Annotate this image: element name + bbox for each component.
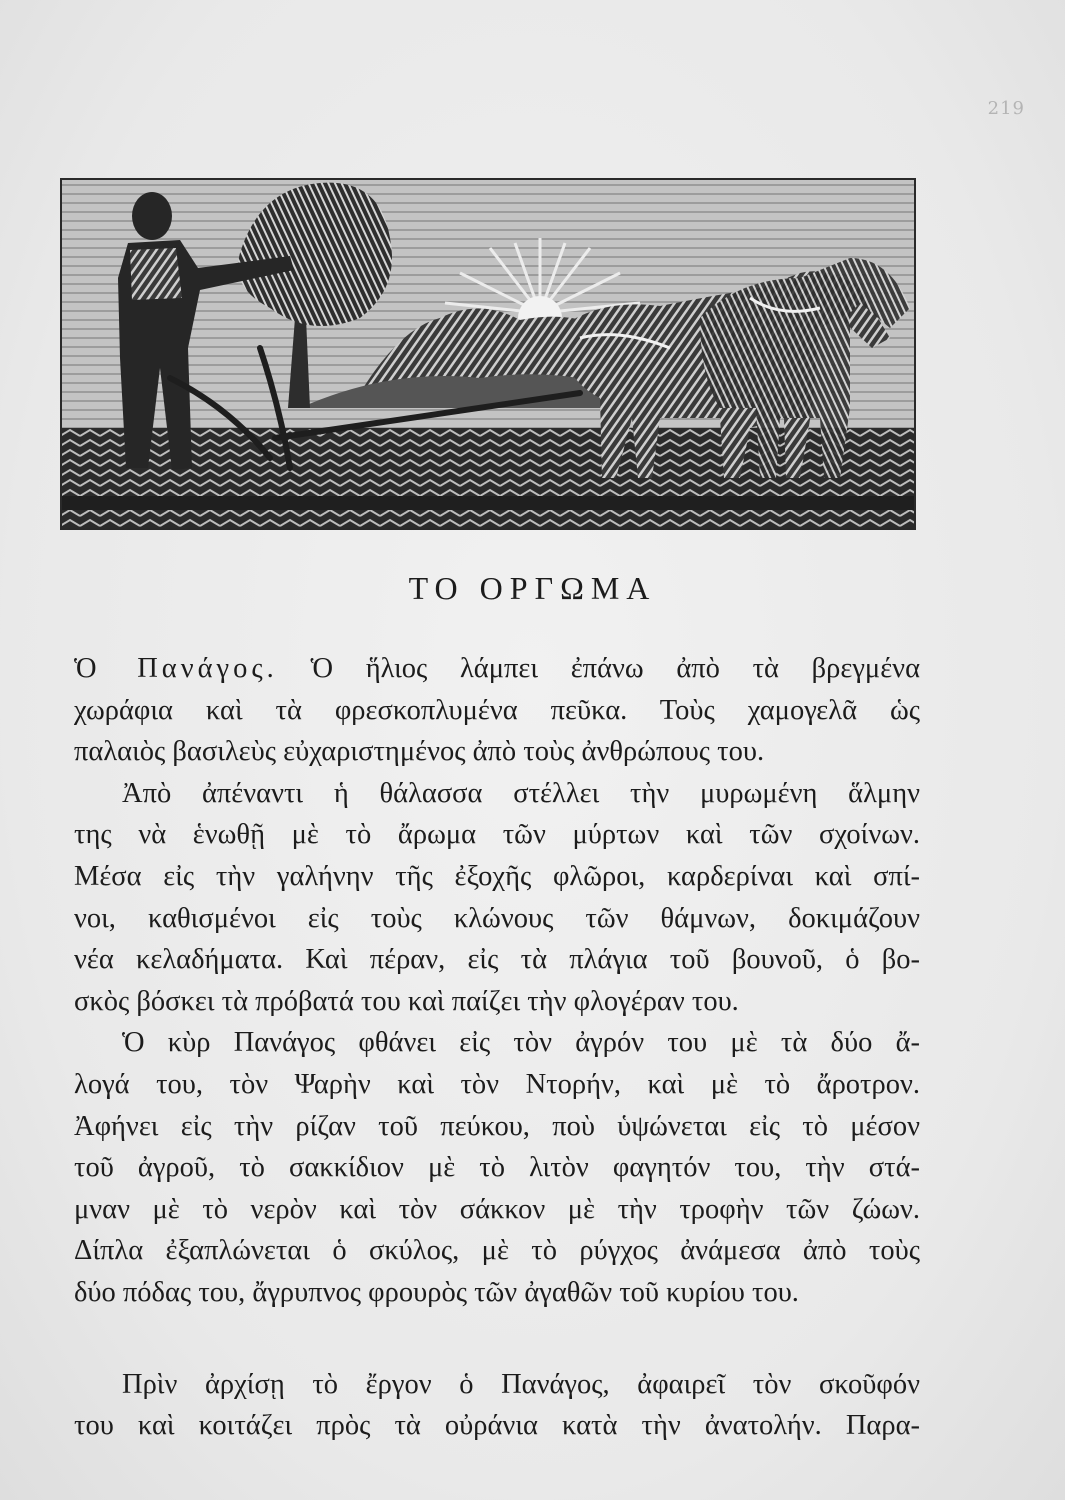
- section-gap: [74, 1314, 920, 1364]
- text-line: σκὸς βόσκει τὰ πρόβατά του καὶ παίζει τὴν φλογέραν του.: [74, 985, 739, 1017]
- text-line: Ἀφήνει εἰς τὴν ρίζαν τοῦ πεύκου, ποὺ ὑψώνεται εἰς τὸ μέσον: [74, 1110, 920, 1142]
- paragraph-3: [74, 1022, 920, 1313]
- text-line: Δίπλα ἐξαπλώνεται ὁ σκύλος, μὲ τὸ ρύγχος ἀνάμεσα ἀπὸ τοὺς: [74, 1235, 920, 1267]
- text-line: νοι, καθισμένοι εἰς τοὺς κλώνους τῶν θάμνων, δοκιμάζουν: [74, 902, 920, 934]
- paragraph-4: [74, 1364, 920, 1447]
- text-line: [74, 648, 920, 690]
- text-line: Πρὶν ἀρχίσῃ τὸ ἔργον ὁ Πανάγος, ἀφαιρεῖ τὸν σκοῦφόν: [122, 1368, 920, 1400]
- text-line-rest: Ὁ ἥλιος λάμπει ἐπάνω ἀπὸ τὰ βρεγμένα: [310, 653, 920, 684]
- text-line: δύο πόδας του, ἄγρυπνος φρουρὸς τῶν ἀγαθῶν τοῦ κυρίου του.: [74, 1276, 799, 1308]
- text-line: παλαιὸς βασιλεὺς εὐχαριστημένος ἀπὸ τοὺς ἀνθρώπους του.: [74, 736, 765, 768]
- plowing-woodcut-illustration: [60, 178, 916, 530]
- page-number: 219: [987, 98, 1025, 119]
- text-line: Ἀπὸ ἀπέναντι ἡ θάλασσα στέλλει τὴν μυρωμένη ἅλμην: [122, 777, 920, 809]
- text-line: χωράφια καὶ τὰ φρεσκοπλυμένα πεῦκα. Τοὺς χαμογελᾶ ὡς: [74, 694, 920, 726]
- text-line: μναν μὲ τὸ νερὸν καὶ τὸν σάκκον μὲ τὴν τροφὴν τῶν ζώων.: [74, 1193, 920, 1225]
- text-line: Ὁ κὺρ Πανάγος φθάνει εἰς τὸν ἀγρόν του μὲ τὰ δύο ἄ-: [122, 1027, 920, 1059]
- speaker-name: Ὁ Πανάγος.: [74, 653, 278, 684]
- body-text: [74, 648, 920, 1447]
- paragraph-2: [74, 773, 920, 1023]
- paragraph-1: [74, 648, 920, 773]
- text-line: νέα κελαδήματα. Καὶ πέραν, εἰς τὰ πλάγια τοῦ βουνοῦ, ὁ βο-: [74, 944, 920, 976]
- text-line: τοῦ ἀγροῦ, τὸ σακκίδιον μὲ τὸ λιτὸν φαγητόν του, τὴν στά-: [74, 1152, 920, 1184]
- text-line: του καὶ κοιτάζει πρὸς τὰ οὐράνια κατὰ τὴν ἀνατολήν. Παρα-: [74, 1410, 920, 1442]
- chapter-title: ΤΟ ΟΡΓΩΜΑ: [408, 570, 657, 606]
- text-line: της νὰ ἑνωθῇ μὲ τὸ ἄρωμα τῶν μύρτων καὶ τῶν σχοίνων.: [74, 819, 920, 851]
- text-line: λογά του, τὸν Ψαρὴν καὶ τὸν Ντορήν, καὶ μὲ τὸ ἄροτρον.: [74, 1068, 920, 1100]
- text-line: Μέσα εἰς τὴν γαλήνην τῆς ἐξοχῆς φλῶροι, καρδερίναι καὶ σπί-: [74, 860, 920, 892]
- woodcut-plowing-farmer-icon: [60, 178, 916, 530]
